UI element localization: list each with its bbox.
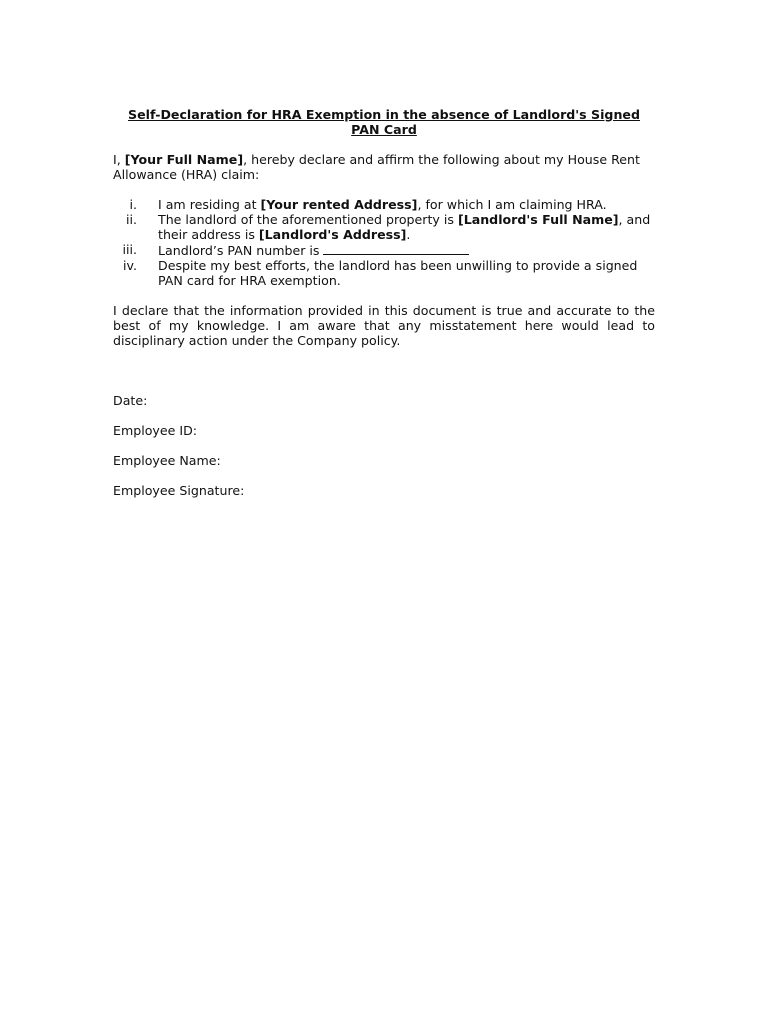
list-number: ii.	[125, 212, 137, 227]
list-item	[113, 242, 655, 258]
item-text: , and their address is	[158, 212, 651, 242]
list-item	[113, 212, 655, 242]
intro-paragraph	[113, 152, 655, 182]
full-name-placeholder: [Your Full Name]	[124, 152, 244, 167]
intro-suffix: , hereby declare and affirm the following about my House Rent Allowance (HRA) claim:	[113, 152, 640, 182]
pan-number-blank-line	[323, 242, 469, 255]
employee-id-field-label: Employee ID:	[113, 423, 198, 438]
list-number: i.	[129, 197, 137, 212]
list-number: iii.	[122, 242, 137, 257]
declaration-paragraph: I declare that the information provided in this document is true and accurate to the best of my knowledge. I am aware that any misstatement here would lead to disciplinary action under the Company policy.	[113, 303, 655, 348]
declaration-list	[113, 197, 655, 288]
document-page	[113, 107, 655, 513]
signature-block	[113, 393, 655, 498]
list-item	[113, 258, 655, 288]
list-number: iv.	[123, 258, 137, 273]
employee-name-field-label: Employee Name:	[113, 453, 221, 468]
item-text: , for which I am claiming HRA.	[417, 197, 607, 212]
list-item	[113, 197, 655, 212]
item-text: Despite my best efforts, the landlord has been unwilling to provide a signed PAN card for HRA exemption.	[158, 258, 638, 288]
item-text: The landlord of the aforementioned property is	[158, 212, 458, 227]
intro-prefix: I,	[113, 152, 125, 167]
item-text: I am residing at	[158, 197, 261, 212]
landlord-address-placeholder: [Landlord's Address]	[258, 227, 407, 242]
item-text: .	[406, 227, 411, 242]
rented-address-placeholder: [Your rented Address]	[260, 197, 418, 212]
document-title: Self-Declaration for HRA Exemption in the absence of Landlord's Signed PAN Card	[128, 107, 640, 137]
item-text: Landlord’s PAN number is	[158, 243, 324, 258]
employee-signature-field-label: Employee Signature:	[113, 483, 245, 498]
landlord-name-placeholder: [Landlord's Full Name]	[457, 212, 619, 227]
date-field-label: Date:	[113, 393, 148, 408]
